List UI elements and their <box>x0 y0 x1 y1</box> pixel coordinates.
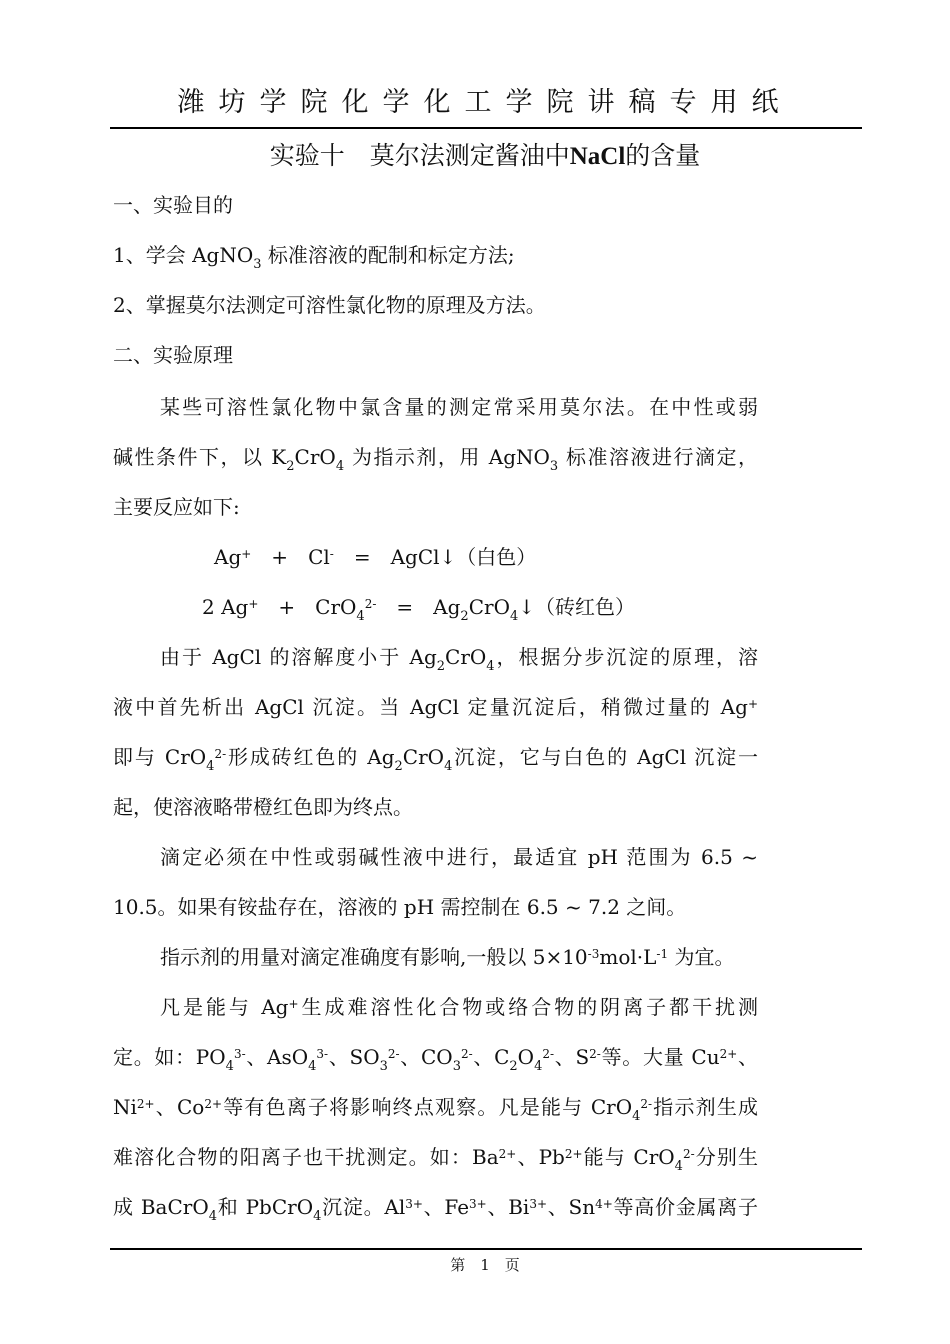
paragraph-line: 成 BaCrO$_4$和 PbCrO$_4$沉淀。$Al^{3+}$、$Fe^{3+}$、$Bi^{3+}$、$Sn^{4+}$等高价金属离子 <box>113 1195 758 1224</box>
section-heading-principle: 二、实验原理 <box>113 343 233 367</box>
section-heading-purpose: 一、实验目的 <box>113 193 233 217</box>
paragraph-line: 某些可溶性氯化物中氯含量的测定常采用莫尔法。在中性或弱 <box>160 395 758 419</box>
purpose-item-2: 2、掌握莫尔法测定可溶性氯化物的原理及方法。 <box>113 293 546 317</box>
paragraph-line: 即与 CrO$_4^{2-}$形成砖红色的 $Ag_2CrO_4$沉淀，它与白色的 AgCl 沉淀一 <box>113 745 758 774</box>
paragraph-line: $Ni^{2+}$、$Co^{2+}$等有色离子将影响终点观察。凡是能与 CrO$_4^{2-}$指示剂生成 <box>113 1095 759 1124</box>
paragraph-line: 液中首先析出 AgCl 沉淀。当 AgCl 定量沉淀后，稍微过量的 Ag+ <box>113 695 758 719</box>
page-number: 第 1 页 <box>450 1256 520 1274</box>
paragraph-line: 碱性条件下，以 $K_2CrO_4$ 为指示剂，用 AgNO$_3$ 标准溶液进行滴定， <box>113 445 758 474</box>
title-formula: NaCl <box>569 143 626 170</box>
paragraph-line: 起，使溶液略带橙红色即为终点。 <box>113 795 413 819</box>
purpose-item-1: 1、学会 AgNO$_3$ 标准溶液的配制和标定方法; <box>113 243 515 272</box>
footer-rule <box>110 1248 862 1250</box>
paragraph-line: 定。如：$PO_4^{3-}$、AsO$_4^{3-}$、$SO_3^{2-}$、$CO_3^{2-}$、$C_2O_4^{2-}$、$S^{2-}$等。大量 $Cu^{2+}$、 <box>113 1045 759 1074</box>
reaction-equation-1: Ag+ + Cl- = AgCl↓（白色） <box>214 545 537 569</box>
paragraph-line: 凡是能与 Ag+生成难溶性化合物或络合物的阴离子都干扰测 <box>160 995 759 1019</box>
paragraph-line: 由于 AgCl 的溶解度小于 $Ag_2CrO_4$，根据分步沉淀的原理，溶 <box>160 645 759 674</box>
title-prefix: 实验十 莫尔法测定酱油中 <box>269 141 570 170</box>
document-title <box>110 136 860 172</box>
paragraph-line: 指示剂的用量对滴定准确度有影响,一般以 $5\times 10^{-3}mol\cdot L^{-1}$ 为宜。 <box>160 945 735 969</box>
page-header: 潍坊学院化学化工学院讲稿专用纸 <box>177 87 793 118</box>
title-suffix: 的含量 <box>625 141 701 170</box>
paragraph-line: 主要反应如下: <box>113 495 240 519</box>
header-rule <box>110 127 862 129</box>
paragraph-line: 10.5。如果有铵盐存在，溶液的 pH 需控制在 6.5 ~ 7.2 之间。 <box>113 895 687 919</box>
paragraph-line: 滴定必须在中性或弱碱性液中进行，最适宜 pH 范围为 6.5 ~ <box>160 845 758 869</box>
paragraph-line: 难溶化合物的阳离子也干扰测定。如：$Ba^{2+}$、$Pb^{2+}$能与 CrO$_4^{2-}$分别生 <box>113 1145 758 1174</box>
reaction-equation-2: 2 Ag+ + CrO$_4^{2-}$ = $Ag_2CrO_4↓$（砖红色） <box>202 595 636 624</box>
